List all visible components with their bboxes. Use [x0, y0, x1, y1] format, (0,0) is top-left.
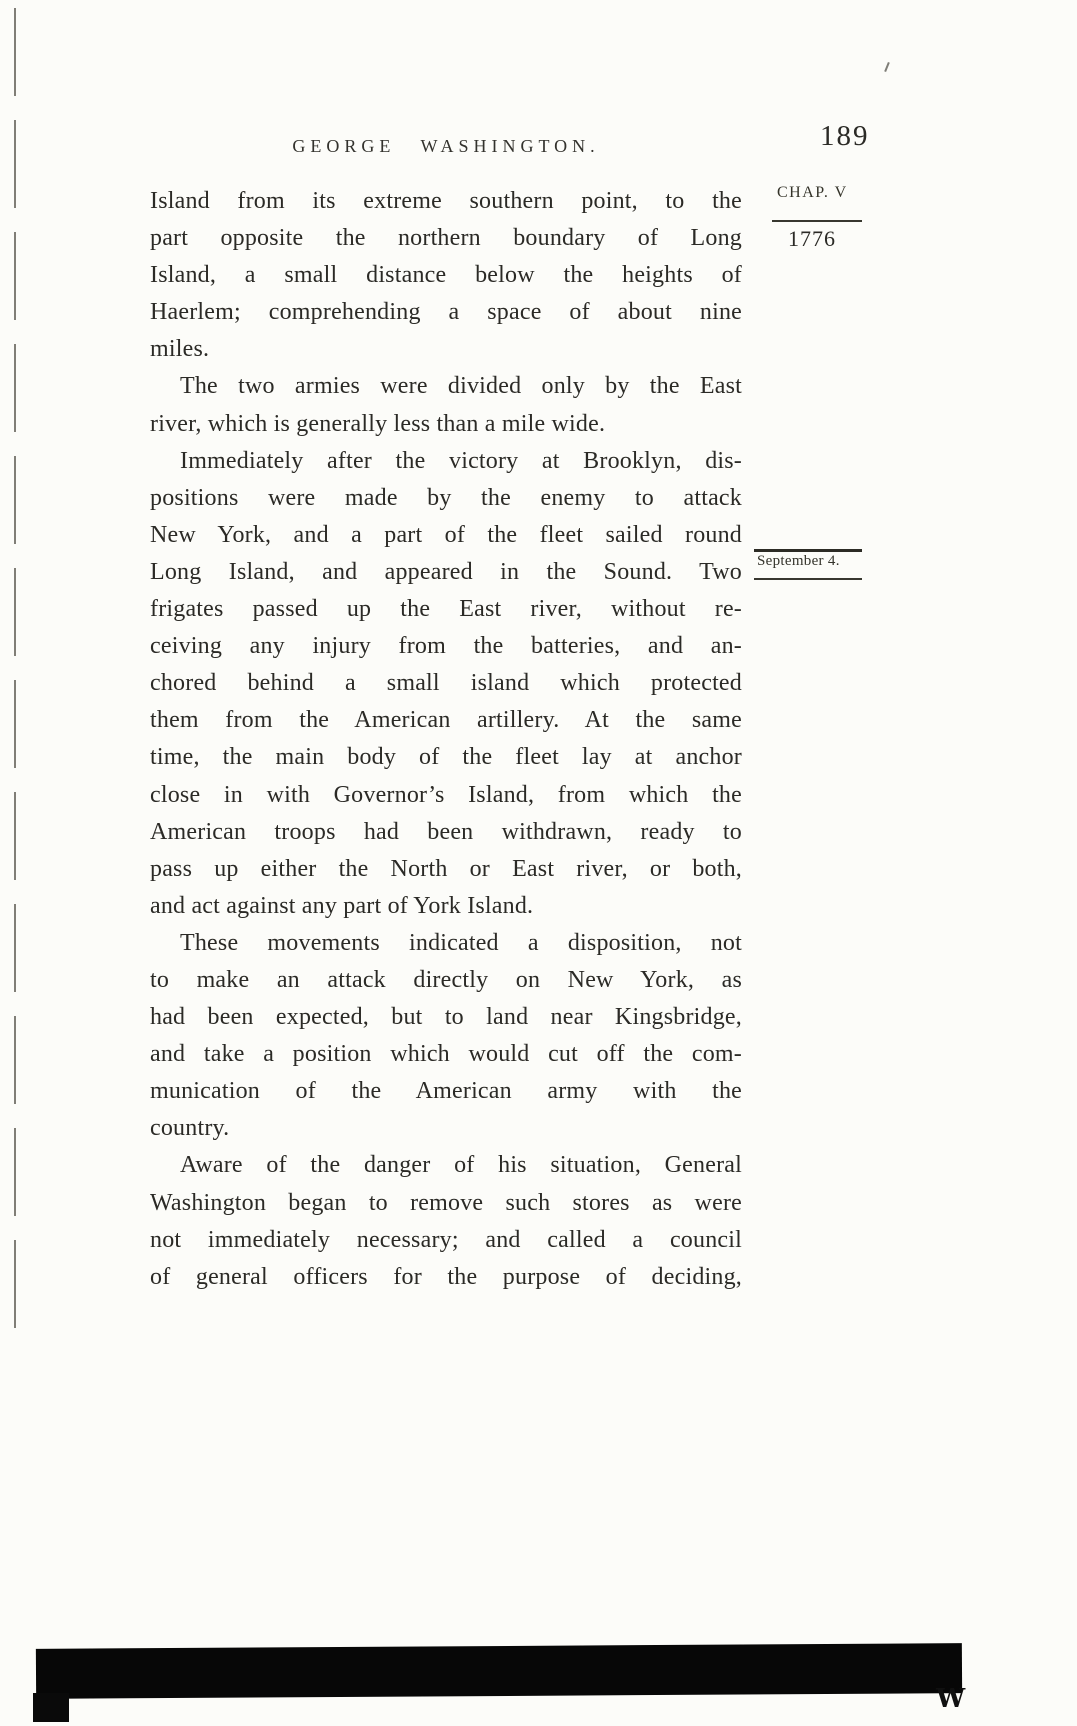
- text-line: Immediately after the victory at Brooklyn, dis-: [180, 447, 742, 474]
- paragraph: [150, 1147, 742, 1295]
- text-line: and act against any part of York Island.: [150, 892, 534, 919]
- margin-note-date: September 4.: [757, 553, 840, 569]
- paragraph: [150, 925, 742, 1148]
- text-line: positions were made by the enemy to attack: [150, 484, 742, 511]
- text-line: These movements indicated a disposition, not: [180, 929, 742, 956]
- text-line: New York, and a part of the fleet sailed round: [150, 521, 742, 548]
- paragraph: [150, 368, 742, 442]
- text-line: Aware of the danger of his situation, General: [180, 1152, 742, 1179]
- text-line: and take a position which would cut off the com-: [150, 1041, 742, 1068]
- margin-note-chapter: CHAP. V: [777, 184, 848, 201]
- text-line: close in with Governor’s Island, from which the: [150, 781, 742, 808]
- sidenote-rule-top: [754, 549, 862, 552]
- text-line: of general officers for the purpose of deciding,: [150, 1263, 742, 1290]
- text-line: to make an attack directly on New York, as: [150, 966, 742, 993]
- text-line: Washington began to remove such stores as were: [150, 1189, 742, 1216]
- text-line: pass up either the North or East river, or both,: [150, 855, 742, 882]
- body-text: [150, 183, 742, 1296]
- text-line: Island from its extreme southern point, to the: [150, 188, 742, 214]
- text-line: miles.: [150, 336, 210, 363]
- text-line: Island, a small distance below the heights of: [150, 262, 742, 289]
- running-title: GEORGE WASHINGTON.: [292, 136, 600, 156]
- text-line: country.: [150, 1115, 230, 1142]
- scan-artifact-bar: [36, 1643, 962, 1699]
- scan-artifact-mark: W: [936, 1684, 966, 1714]
- paragraph: [150, 443, 742, 925]
- scan-artifact-blob: [33, 1693, 69, 1722]
- text-line: part opposite the northern boundary of Long: [150, 225, 742, 252]
- scan-speck: [884, 62, 890, 72]
- text-line: time, the main body of the fleet lay at anchor: [150, 744, 742, 771]
- paragraph: [150, 183, 742, 368]
- text-line: them from the American artillery. At the same: [150, 707, 742, 734]
- text-line: Long Island, and appeared in the Sound. Two: [150, 558, 742, 585]
- text-line: Haerlem; comprehending a space of about nine: [150, 299, 742, 326]
- text-line: had been expected, but to land near Kingsbridge,: [150, 1004, 742, 1031]
- margin-note-year: 1776: [788, 226, 836, 251]
- text-line: river, which is generally less than a mile wide.: [150, 410, 606, 437]
- page-number: 189: [820, 120, 870, 152]
- text-line: ceiving any injury from the batteries, and an-: [150, 633, 742, 660]
- scan-gutter-line: [14, 8, 16, 1333]
- margin-rule: [772, 220, 862, 222]
- text-line: American troops had been withdrawn, ready to: [150, 818, 742, 845]
- text-line: chored behind a small island which protected: [150, 670, 742, 697]
- sidenote-rule-bottom: [754, 578, 862, 580]
- text-line: frigates passed up the East river, without re-: [150, 596, 742, 623]
- text-line: The two armies were divided only by the East: [180, 373, 742, 400]
- text-line: not immediately necessary; and called a council: [150, 1226, 742, 1253]
- text-line: munication of the American army with the: [150, 1078, 742, 1105]
